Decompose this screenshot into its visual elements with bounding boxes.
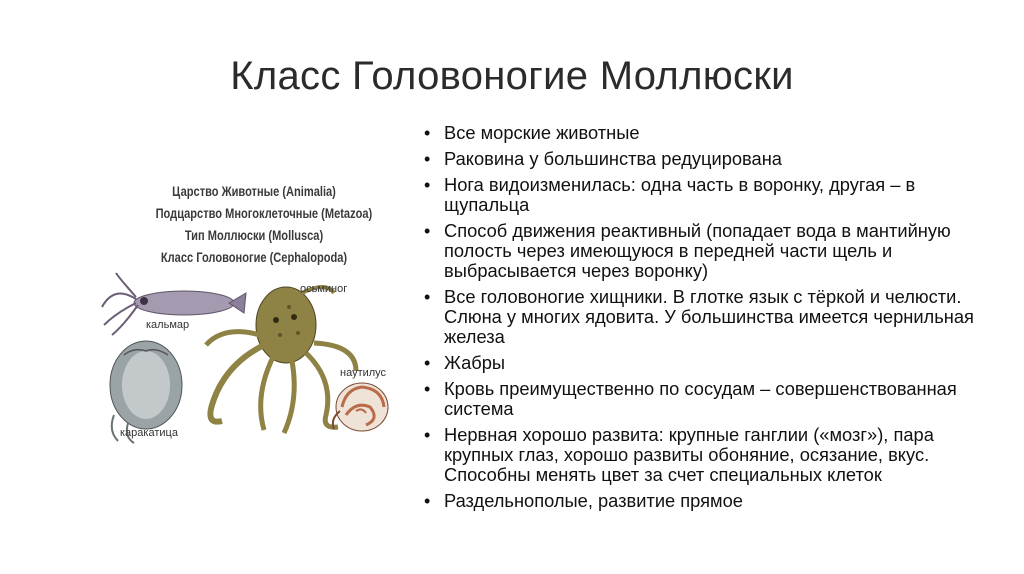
bullet-item — [422, 149, 1002, 169]
bullet-dot-icon: • — [424, 353, 431, 373]
taxonomy-kingdom: Царство Животные (Animalia) — [172, 184, 336, 199]
bullet-dot-icon: • — [424, 379, 431, 399]
bullet-text: Кровь преимущественно по сосудам – совершенствованная система — [444, 378, 957, 419]
taxonomy-phylum: Тип Моллюски (Mollusca) — [184, 228, 324, 243]
bullet-dot-icon: • — [424, 221, 431, 241]
bullet-text: Способ движения реактивный (попадает вода в мантийную полость через имеющуюся в передней части щель и выбрасывается через воронку) — [444, 220, 951, 281]
bullet-text: Все морские животные — [444, 122, 640, 143]
bullet-dot-icon: • — [424, 425, 431, 445]
octopus-label: осьминог — [300, 283, 348, 295]
bullet-text: Нога видоизменилась: одна часть в воронку, другая – в щупальца — [444, 174, 916, 215]
bullet-item — [422, 123, 1002, 143]
bullet-item — [422, 379, 1002, 419]
bullet-item — [422, 221, 1002, 281]
cephalopod-illustration — [94, 175, 394, 445]
nautilus-label: наутилус — [340, 367, 387, 379]
cuttlefish-label: каракатица — [120, 427, 178, 439]
bullet-item — [422, 491, 1002, 511]
nautilus-illustration — [333, 383, 388, 431]
bullet-dot-icon: • — [424, 149, 431, 169]
bullet-text: Раковина у большинства редуцирована — [444, 148, 782, 169]
bullet-text: Жабры — [444, 352, 506, 373]
taxonomy-subkingdom: Подцарство Многоклеточные (Metazoa) — [155, 206, 373, 221]
bullet-dot-icon: • — [424, 287, 431, 307]
bullet-item — [422, 175, 1002, 215]
bullet-text: Раздельнополые, развитие прямое — [444, 490, 743, 511]
bullet-text: Все головоногие хищники. В глотке язык с тёркой и челюсти. Слюна у многих ядовита. У большинства имеется чернильная железа — [444, 286, 974, 347]
bullet-item — [422, 287, 1002, 347]
bullet-item — [422, 353, 1002, 373]
bullet-dot-icon: • — [424, 491, 431, 511]
bullet-dot-icon: • — [424, 175, 431, 195]
squid-label: кальмар — [146, 319, 190, 331]
slide-title: Класс Головоногие Моллюски — [230, 54, 794, 98]
bullet-item — [422, 425, 1002, 485]
bullet-dot-icon: • — [424, 123, 431, 143]
bullet-list — [422, 123, 1002, 517]
bullet-text: Нервная хорошо развита: крупные ганглии («мозг»), пара крупных глаз, хорошо развиты обоняние, осязание, вкус. Способны менять цвет за счет специальных клеток — [444, 424, 934, 485]
cephalopod-figure — [94, 175, 394, 445]
taxonomy-class: Класс Головоногие (Cephalopoda) — [160, 250, 348, 265]
